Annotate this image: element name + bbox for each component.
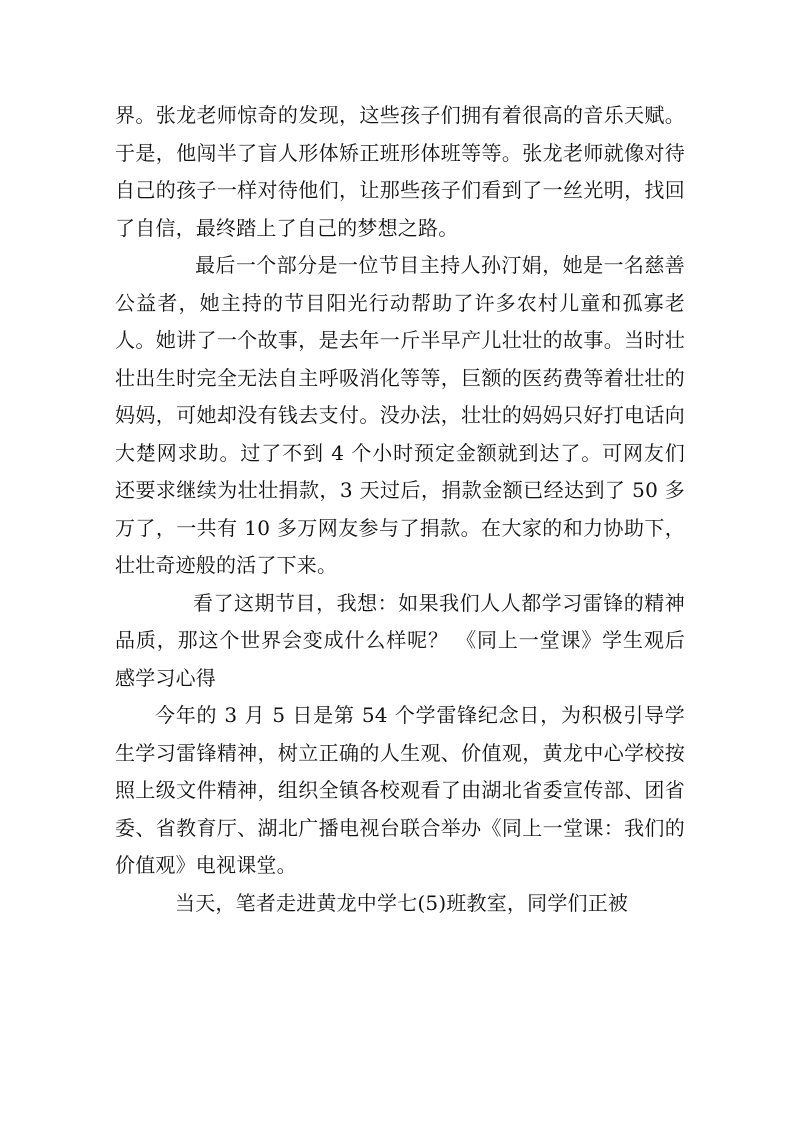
paragraph-lei-feng-day: 今年的 3 月 5 日是第 54 个学雷锋纪念日，为积极引导学生学习雷锋精神，树立正确的人生观、价值观，黄龙中心学校按照上级文件精神，组织全镇各校观看了由湖北省委宣传部、团省委、省教育厅、湖北广播电视台联合举办《同上一堂课：我们的价值观》电视课堂。	[115, 703, 685, 877]
paragraph-classroom-visit: 当天，笔者走进黄龙中学七(5)班教室，同学们正被	[175, 890, 629, 915]
paragraph-zhang-long-story: 界。张龙老师惊奇的发现，这些孩子们拥有着很高的音乐天赋。于是，他闯半了盲人形体矫正班形体班等等。张龙老师就像对待自己的孩子一样对待他们，让那些孩子们看到了一丝光明，找回了自信，最终踏上了自己的梦想之路。	[115, 103, 685, 240]
paragraph-sun-tingjuan-story: 最后一个部分是一位节目主持人孙汀娟，她是一名慈善公益者，她主持的节目阳光行动帮助了许多农村儿童和孤寡老人。她讲了一个故事，是去年一斤半早产儿壮壮的故事。当时壮壮出生时完全无法自主呼吸消化等等，巨额的医药费等着壮壮的妈妈，可她却没有钱去支付。没办法，壮壮的妈妈只好打电话向大楚网求助。过了不到 4 个小时预定金额就到达了。可网友们还要求继续为壮壮捐款，3 天过后，捐款金额已经达到了 50 多万了，一共有 10 多万网友参与了捐款。在大家的和力协助下，壮壮奇迹般的活了下来。	[115, 253, 685, 577]
paragraph-reflection: 看了这期节目，我想：如果我们人人都学习雷锋的精神品质，那这个世界会变成什么样呢？ 《同上一堂课》学生观后感学习心得	[115, 590, 685, 690]
document-body	[115, 97, 685, 922]
